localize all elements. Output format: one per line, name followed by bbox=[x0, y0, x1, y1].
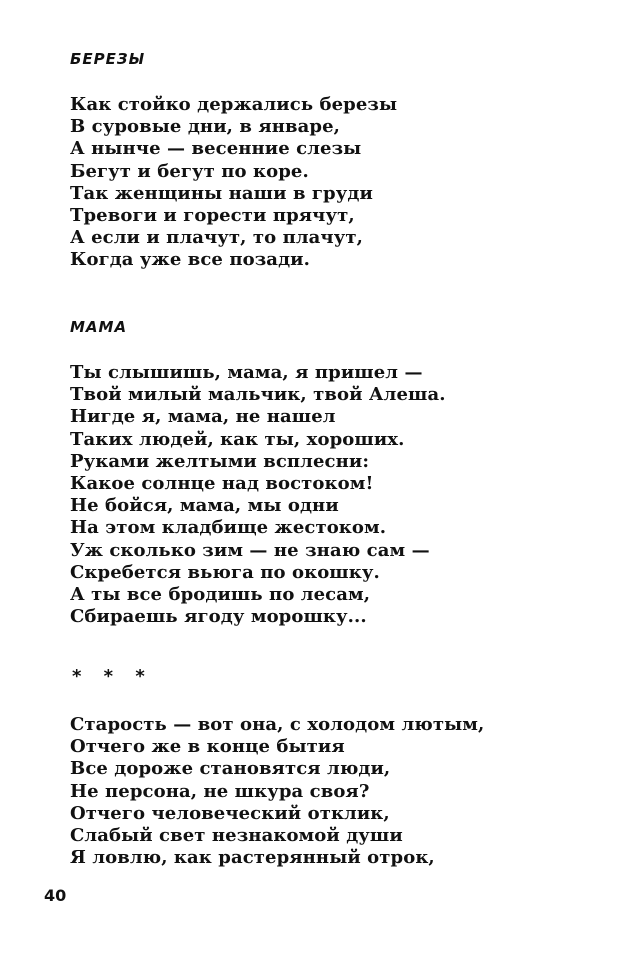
poem-line: Отчего человеческий отклик, bbox=[70, 802, 390, 824]
poem-line: Все дороже становятся люди, bbox=[70, 758, 391, 780]
poem-title-mama: МАМА bbox=[70, 318, 128, 336]
poem-line: А если и плачут, то плачут, bbox=[70, 227, 363, 249]
poem-line: Тревоги и горести прячут, bbox=[70, 205, 355, 227]
poem-line: Уж сколько зим — не знаю сам — bbox=[70, 539, 430, 561]
poem-line: Не бойся, мама, мы одни bbox=[70, 495, 339, 517]
poem-berezy bbox=[70, 94, 397, 272]
poem-line: Так женщины наши в груди bbox=[70, 182, 373, 204]
poem-mama bbox=[70, 362, 446, 628]
page-number: 40 bbox=[44, 886, 67, 905]
poem-line: Слабый свет незнакомой души bbox=[70, 825, 403, 847]
poem-line: Руками желтыми всплесни: bbox=[70, 450, 370, 472]
poem-line: Я ловлю, как растерянный отрок, bbox=[70, 847, 435, 869]
poem-line: Старость — вот она, с холодом лютым, bbox=[70, 714, 485, 735]
poem-line: Отчего же в конце бытия bbox=[70, 736, 345, 758]
poem-line: Нигде я, мама, не нашел bbox=[70, 406, 336, 428]
poem-line: В суровые дни, в январе, bbox=[70, 116, 341, 138]
poem-line: Скребется вьюга по окошку. bbox=[70, 561, 380, 583]
poem-untitled bbox=[70, 714, 484, 869]
section-separator-asterisks: * * * bbox=[72, 666, 153, 687]
poem-line: А нынче — весенние слезы bbox=[70, 138, 362, 160]
poem-line: А ты все бродишь по лесам, bbox=[70, 584, 371, 606]
poem-line: На этом кладбище жестоком. bbox=[70, 517, 387, 539]
poem-line: Сбираешь ягоду морошку... bbox=[70, 606, 367, 628]
poem-line: Твой милый мальчик, твой Алеша. bbox=[70, 384, 446, 406]
poem-line: Таких людей, как ты, хороших. bbox=[70, 428, 405, 450]
poem-line: Когда уже все позади. bbox=[70, 249, 310, 271]
poem-line: Бегут и бегут по коре. bbox=[70, 160, 309, 182]
poem-line: Как стойко держались березы bbox=[70, 94, 398, 115]
poem-title-berezy: БЕРЕЗЫ bbox=[70, 50, 146, 68]
poem-line: Какое солнце над востоком! bbox=[70, 473, 374, 495]
poem-line: Ты слышишь, мама, я пришел — bbox=[70, 362, 423, 383]
poem-line: Не персона, не шкура своя? bbox=[70, 780, 370, 802]
